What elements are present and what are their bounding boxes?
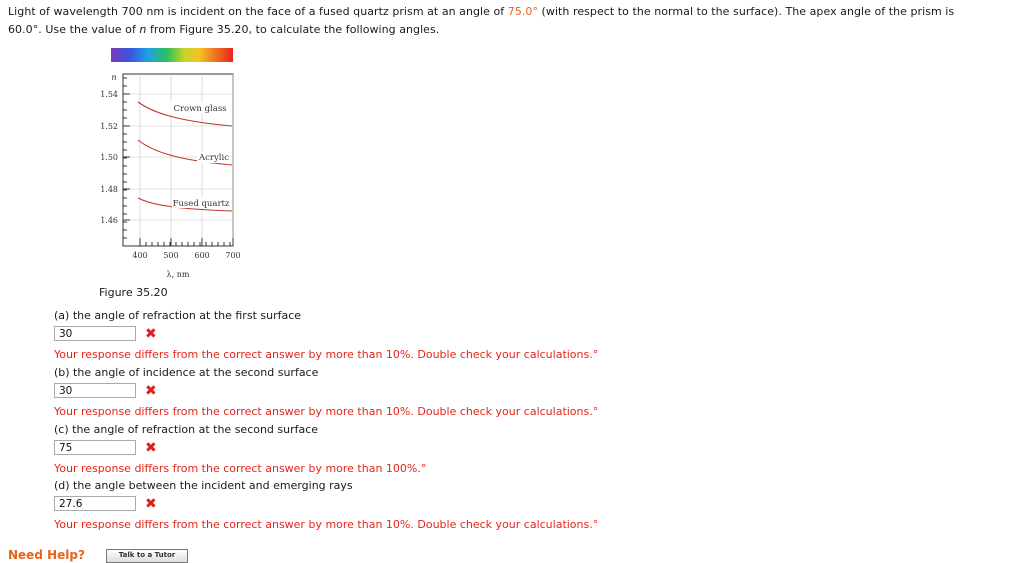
intro-text-2: (with respect to the normal to the surface). The apex angle of the prism is [538,5,955,18]
x-tick-label: 500 [163,251,179,260]
x-tick-label: 700 [225,251,241,260]
x-axis-label: λ, nm [166,270,190,279]
problem-statement [8,3,1008,38]
crown-glass-label: Crown glass [173,104,227,114]
answer-input[interactable]: 30 [54,383,136,398]
feedback-message: Your response differs from the correct answer by more than 100%.° [54,462,427,475]
answer-input[interactable]: 30 [54,326,136,341]
figure-35-20 [90,44,250,284]
x-mark-icon: ✖ [145,440,157,456]
intro-text-1: Light of wavelength 700 nm is incident on the face of a fused quartz prism at an angle of [8,5,508,18]
y-tick-label: 1.52 [100,122,118,131]
fused-quartz-label: Fused quartz [172,199,230,209]
question-label: (b) the angle of incidence at the second surface [54,366,319,379]
y-tick-label: 1.54 [100,90,118,99]
question-label: (c) the angle of refraction at the second surface [54,423,319,436]
talk-to-tutor-button[interactable]: Talk to a Tutor [106,549,188,563]
feedback-message: Your response differs from the correct answer by more than 10%. Double check your calculations.° [54,518,599,531]
dispersion-graph [90,44,250,284]
need-help-label: Need Help? [8,548,85,562]
y-tick-label: 1.46 [100,216,118,225]
intro-text-3: 60.0°. Use the value of [8,22,140,36]
feedback-message: Your response differs from the correct answer by more than 10%. Double check your calculations.° [54,405,599,418]
incident-angle-value: 75.0° [507,5,539,18]
x-tick-label: 600 [194,251,210,260]
n-variable: n [139,22,147,36]
question-label: (a) the angle of refraction at the first surface [54,309,302,322]
x-mark-icon: ✖ [145,383,157,399]
feedback-message: Your response differs from the correct answer by more than 10%. Double check your calculations.° [54,348,599,361]
figure-caption: Figure 35.20 [99,286,168,299]
y-tick-label: 1.48 [100,185,118,194]
y-tick-label: 1.50 [100,153,118,162]
x-mark-icon: ✖ [145,496,157,512]
y-axis-label: n [111,73,117,82]
x-mark-icon: ✖ [145,326,157,342]
x-tick-label: 400 [132,251,148,260]
intro-text-4: from Figure 35.20, to calculate the following angles. [146,22,440,36]
answer-input[interactable]: 75 [54,440,136,455]
question-label: (d) the angle between the incident and emerging rays [54,479,353,492]
acrylic-label: Acrylic [199,153,229,163]
answer-input[interactable]: 27.6 [54,496,136,511]
